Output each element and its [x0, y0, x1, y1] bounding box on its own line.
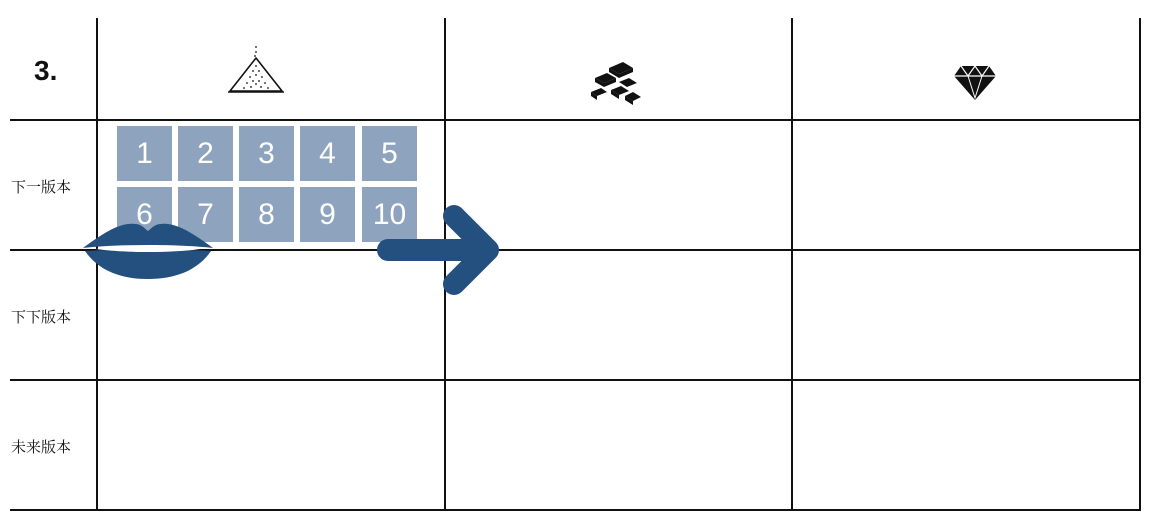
grid-line	[791, 18, 793, 511]
bricks-icon	[589, 62, 645, 106]
vote-tile[interactable]: 9	[300, 187, 355, 242]
vote-tile[interactable]: 6	[117, 187, 172, 242]
vote-tile[interactable]: 1	[117, 126, 172, 181]
grid-line	[10, 119, 1141, 121]
arrow-right-icon	[376, 204, 504, 296]
diamond-icon	[953, 65, 997, 101]
vote-tile[interactable]: 3	[239, 126, 294, 181]
vote-tile[interactable]: 10	[362, 187, 417, 242]
grid-line	[10, 509, 1141, 511]
grid-line	[10, 379, 1141, 381]
vote-tile[interactable]: 5	[362, 126, 417, 181]
vote-tile[interactable]: 8	[239, 187, 294, 242]
row-label-future: 未来版本	[11, 438, 72, 456]
step-number: 3.	[34, 55, 58, 86]
vote-tile[interactable]: 7	[178, 187, 233, 242]
row-label-after-next: 下下版本	[11, 308, 72, 326]
row-label-next: 下一版本	[11, 178, 72, 196]
lips-icon	[80, 218, 216, 282]
vote-tile[interactable]: 4	[300, 126, 355, 181]
sand-pile-icon	[226, 44, 286, 96]
grid-line	[1139, 18, 1141, 511]
vote-tile[interactable]: 2	[178, 126, 233, 181]
